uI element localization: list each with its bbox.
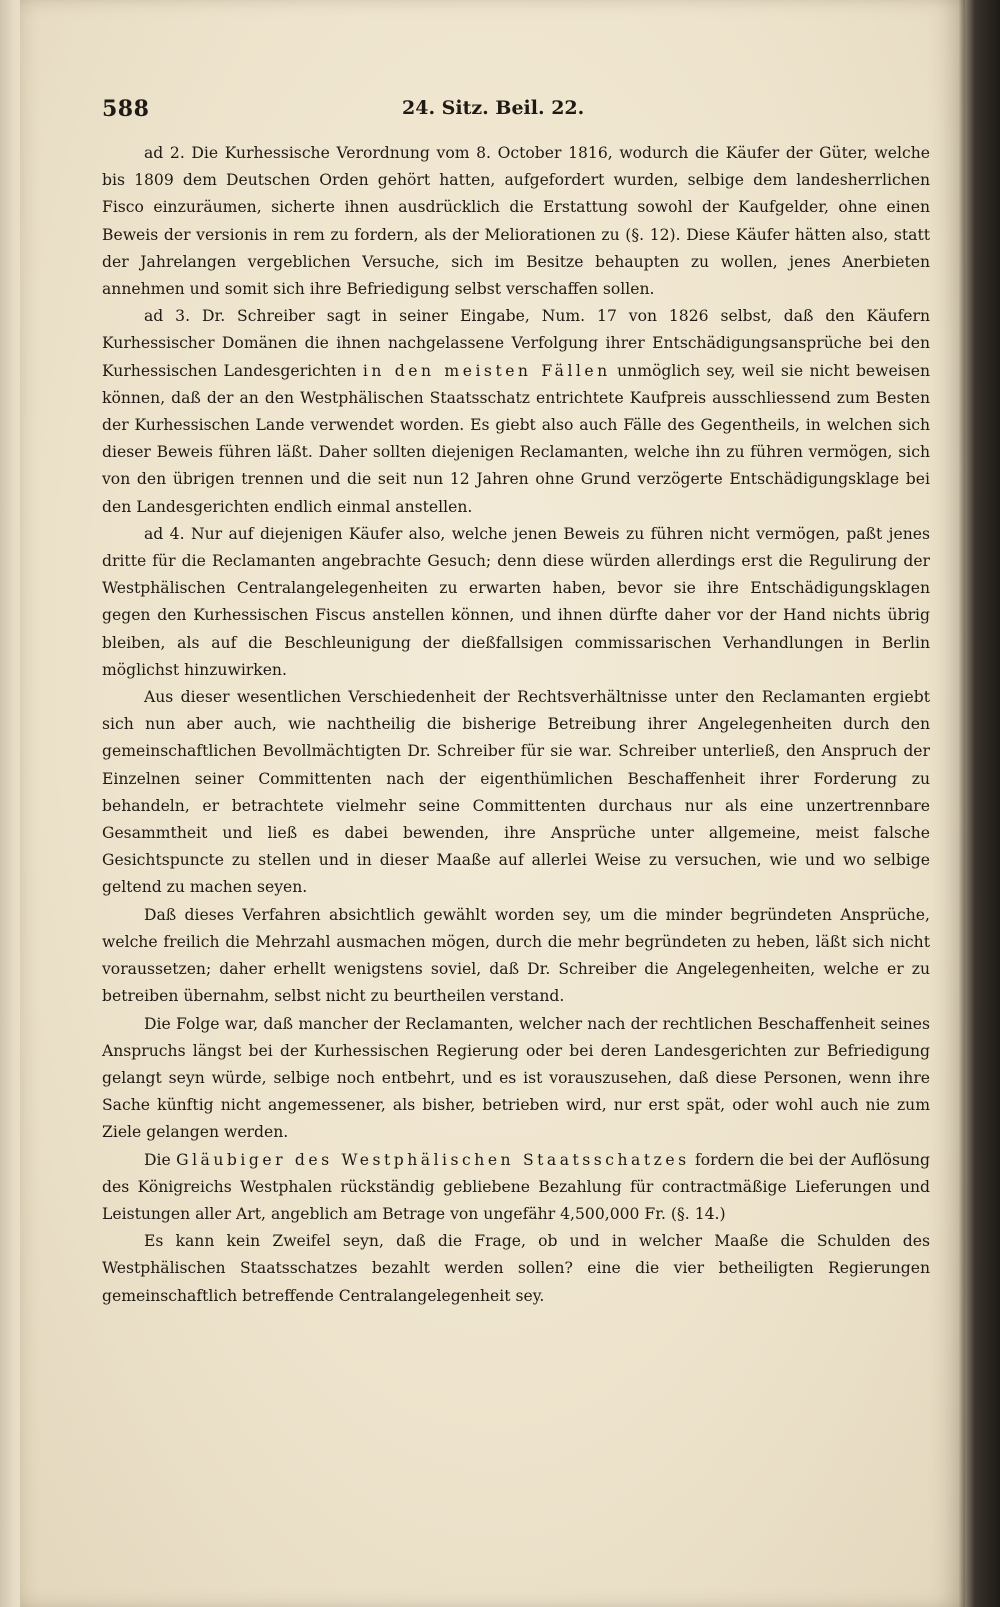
paragraph-lead: ad 2. xyxy=(144,144,185,162)
emphasized-text: Gläubiger des Westphälischen Staatsschatzes xyxy=(176,1150,690,1169)
paragraph-folge xyxy=(102,1011,930,1147)
paragraph-glaeubiger xyxy=(102,1147,930,1229)
paragraph-ad-3 xyxy=(102,303,930,521)
paragraph-text: Dr. Schreiber sagt in seiner Eingabe, Num. 17 von 1826 selbst, daß den Käufern Kurhessischer Domänen die ihnen nachgelassene Verfolgung ihrer Entschädigungsansprüche bei den Kurhessischen Landesgerichten xyxy=(102,307,931,380)
page-header xyxy=(102,96,932,126)
paragraph-lead: ad 3. xyxy=(144,307,191,326)
paragraph-zweifel xyxy=(102,1228,930,1310)
paragraph-ad-2 xyxy=(102,140,930,303)
paragraph-text: Nur auf diejenigen Käufer also, welche jenen Beweis zu führen nicht vermögen, paßt jenes dritte für die Reclamanten angebrachte Gesuch; denn diese würden allerdings erst die Regulirung der Westphälischen Centralangelegenheiten zu erwarten haben, bevor sie ihre Entschädigungsklagen gegen den Kurhessischen Fiscus anstellen können, und ihnen dürfte daher vor der Hand nichts übrig bleiben, als auf die Beschleunigung der dießfallsigen commissarischen Verhandlungen in Berlin möglichst hinzuwirken. xyxy=(102,524,930,679)
paragraph-verschiedenheit xyxy=(102,684,930,902)
paragraph-text: Die xyxy=(144,1150,171,1169)
paragraph-text: Aus dieser wesentlichen Verschiedenheit der Rechtsverhältnisse unter den Reclamanten ergiebt sich nun aber auch, wie nachtheilig die bisherige Betreibung ihrer Angelegenheiten durch den gemeinschaftlichen Bevollmächtigten Dr. Schreiber für sie war. Schreiber unterließ, den Anspruch der Einzelnen seiner Committenten nach der eigenthümlichen Beschaffenheit ihrer Forderung zu behandeln, er betrachtete vielmehr seine Committenten durchaus nur als eine unzertrennbare Gesammtheit und ließ es dabei bewenden, ihre Ansprüche unter allgemeine, meist falsche Gesichtspuncte zu stellen und in dieser Maaße auf allerlei Weise zu versuchen, wie und wo selbige geltend zu machen seyen. xyxy=(102,688,930,897)
paragraph-text: unmöglich sey, weil sie nicht beweisen können, daß der an den Westphälischen Staatsschatz entrichtete Kaufpreis ausschliessend zum Besten der Kurhessischen Lande verwendet worden. Es giebt also auch Fälle des Gegentheils, in welchen sich dieser Beweis führen läßt. Daher sollten diejenigen Reclamanten, welche ihn zu führen vermögen, sich von den übrigen trennen und die seit nun 12 Jahren ohne Grund verzögerte Entschädigungsklage bei den Landesgerichten endlich einmal anstellen. xyxy=(102,361,930,516)
paragraph-text: Es kann kein Zweifel seyn, daß die Frage, ob und in welcher Maaße die Schulden des Westphälischen Staatsschatzes bezahlt werden sollen? eine die vier betheiligten Regierungen gemeinschaftlich betreffende Centralangelegenheit sey. xyxy=(102,1232,930,1305)
running-head: 24. Sitz. Beil. 22. xyxy=(402,97,585,119)
paragraph-text: fordern die bei der Auflösung des Königreichs Westphalen rückständig gebliebene Bezahlung für contractmäßige Lieferungen und Leistungen aller Art, angeblich am Betrage von ungefähr 4,500,000 Fr. (§. 14.) xyxy=(102,1150,931,1223)
paragraph-text: Daß dieses Verfahren absichtlich gewählt worden sey, um die minder begründeten Ansprüche, welche freilich die Mehrzahl ausmachen mögen, durch die mehr begründeten zu heben, läßt sich nicht voraussetzen; daher erhellt wenigstens soviel, daß Dr. Schreiber die Angelegenheiten, welche er zu betreiben übernahm, selbst nicht zu beurtheilen verstand. xyxy=(102,905,930,1006)
paragraph-verfahren xyxy=(102,902,930,1011)
paragraph-ad-4 xyxy=(102,521,930,684)
body-text xyxy=(102,140,930,1310)
page-edge-shadow xyxy=(959,0,965,1607)
paragraph-text: Die Folge war, daß mancher der Reclamanten, welcher nach der rechtlichen Beschaffenheit seines Anspruchs längst bei der Kurhessischen Regierung oder bei deren Landesgerichten zur Befriedigung gelangt seyn würde, selbige noch entbehrt, und es ist vorauszusehen, daß diese Personen, wenn ihre Sache künftig nicht angemessener, als bisher, betrieben wird, nur erst spät, oder wohl auch nie zum Ziele gelangen werden. xyxy=(102,1014,930,1142)
emphasized-text: in den meisten Fällen xyxy=(362,361,611,380)
paragraph-lead: ad 4. xyxy=(144,524,185,543)
paragraph-text: Die Kurhessische Verordnung vom 8. October 1816, wodurch die Käufer der Güter, welche bis 1809 dem Deutschen Orden gehört hatten, aufgefordert wurden, selbige dem landesherrlichen Fisco einzuräumen, sicherte ihnen ausdrücklich die Erstattung sowohl der Kaufgelder, ohne einen Beweis der versionis in rem zu fordern, als der Meliorationen zu (§. 12). Diese Käufer hätten also, statt der Jahrelangen vergeblichen Versuche, sich im Besitze behaupten zu wollen, jenes Anerbieten annehmen und somit sich ihre Befriedigung selbst verschaffen sollen. xyxy=(102,144,930,299)
page-number: 588 xyxy=(102,96,150,122)
